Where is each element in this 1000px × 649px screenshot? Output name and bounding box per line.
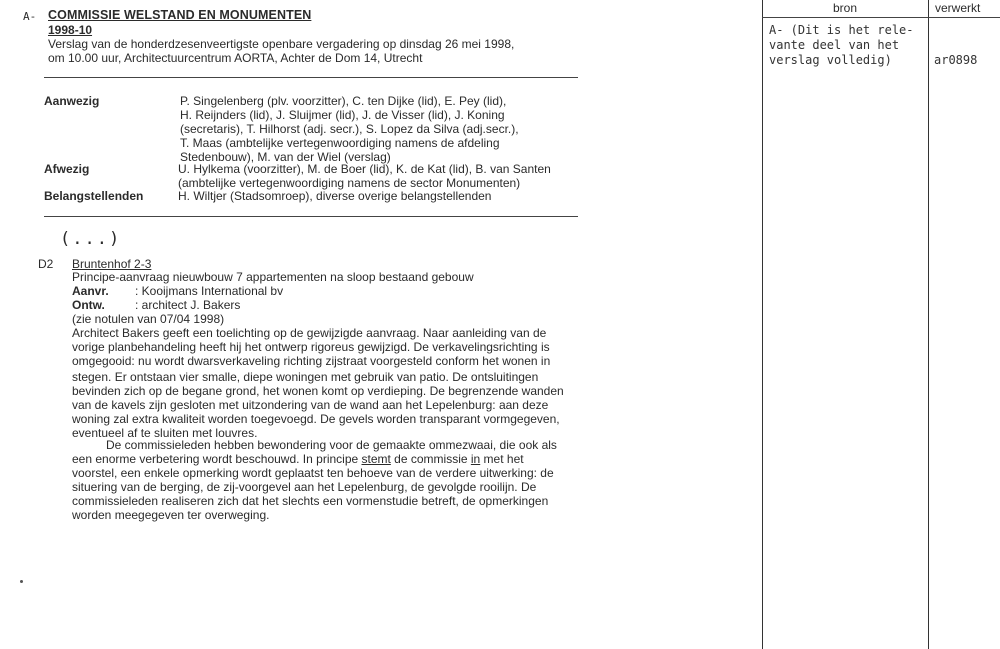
applicant-label: Aanvr. xyxy=(72,284,109,298)
absent-list xyxy=(178,162,551,190)
paragraph-text: met het xyxy=(480,452,524,466)
minutes-reference: (zie notulen van 07/04 1998) xyxy=(72,312,225,326)
column-divider-left xyxy=(762,0,763,649)
underlined-word-stemt: stemt xyxy=(361,452,391,466)
stakeholders-list: H. Wiltjer (Stadsomroep), diverse overige belangstellenden xyxy=(178,189,492,203)
paragraph-explanation xyxy=(72,326,564,440)
archive-reference: ar0898 xyxy=(934,53,978,67)
paragraph-text: de commissie xyxy=(390,452,471,466)
paragraph-line: omgegooid: nu wordt dwarsverkaveling richting zijstraat voorgesteld conform het wonen in xyxy=(72,354,551,368)
paragraph-line: eventueel af te sluiten met louvres. xyxy=(72,426,258,440)
present-line: (secretaris), T. Hilhorst (adj. secr.), S. Lopez da Silva (adj.secr.), xyxy=(180,122,519,136)
paragraph-line xyxy=(72,452,557,466)
column-divider-middle xyxy=(928,0,929,649)
scan-speck xyxy=(20,580,23,583)
underlined-word-in: in xyxy=(470,452,481,466)
present-label: Aanwezig xyxy=(44,94,100,108)
paragraph-commission-opinion xyxy=(72,438,557,522)
meeting-intro-line: om 10.00 uur, Architectuurcentrum AORTA, Achter de Dom 14, Utrecht xyxy=(48,51,423,65)
source-note-line: A- (Dit is het rele- xyxy=(769,23,914,37)
designer-label: Ontw. xyxy=(72,298,105,312)
paragraph-line: Architect Bakers geeft een toelichting op de gewijzigde aanvraag. Naar aanleiding van de xyxy=(72,326,547,340)
absent-label: Afwezig xyxy=(44,162,90,176)
paragraph-line: situering van de berging, de zij-voorgevel aan het Lepelenburg, de gevolgde rooilijn. De xyxy=(72,480,537,494)
paragraph-line: De commissieleden hebben bewondering voor de gemaakte ommezwaai, die ook als xyxy=(106,438,557,452)
column-header-rule xyxy=(762,17,1000,18)
present-line: H. Reijnders (lid), J. Sluijmer (lid), J. de Visser (lid), J. Koning xyxy=(180,108,505,122)
paragraph-line: van de kavels zijn gesloten met uitzondering van de wand aan het Lepelenburg: aan deze xyxy=(72,398,549,412)
omission-mark: (...) xyxy=(60,229,122,249)
header-divider xyxy=(44,77,578,78)
meeting-number: 1998-10 xyxy=(48,23,93,37)
absent-line: (ambtelijke vertegenwoordiging namens de sector Monumenten) xyxy=(178,176,521,190)
paragraph-line: stegen. Er ontstaan vier smalle, diepe woningen met gebruik van patio. De ontsluitingen xyxy=(72,370,539,384)
paragraph-text: een enorme verbetering wordt beschouwd. In principe xyxy=(72,452,362,466)
meeting-intro-line: Verslag van de honderdzesenveertigste openbare vergadering op dinsdag 26 mei 1998, xyxy=(48,37,515,51)
column-header-bron: bron xyxy=(832,1,858,15)
source-note xyxy=(769,23,914,68)
paragraph-line: worden meegegeven ter overweging. xyxy=(72,508,270,522)
applicant-value: : Kooijmans International bv xyxy=(135,284,284,298)
source-note-line: vante deel van het xyxy=(769,38,900,52)
present-line: T. Maas (ambtelijke vertegenwoordiging namens de afdeling xyxy=(180,136,500,150)
designer-value: : architect J. Bakers xyxy=(135,298,241,312)
present-line: P. Singelenberg (plv. voorzitter), C. ten Dijke (lid), E. Pey (lid), xyxy=(180,94,507,108)
item-title: Bruntenhof 2-3 xyxy=(72,257,152,271)
absent-line: U. Hylkema (voorzitter), M. de Boer (lid), K. de Kat (lid), B. van Santen xyxy=(178,162,551,176)
paragraph-line: commissieleden realiseren zich dat het slechts een vormenstudie betreft, de opmerkingen xyxy=(72,494,549,508)
item-subject: Principe-aanvraag nieuwbouw 7 appartementen na sloop bestaand gebouw xyxy=(72,270,474,284)
column-header-verwerkt: verwerkt xyxy=(935,1,981,15)
stakeholders-label: Belangstellenden xyxy=(44,189,144,203)
paragraph-line: vorige planbehandeling heeft hij het ontwerp rigoreus gewijzigd. De verkavelingsrichting is xyxy=(72,340,550,354)
paragraph-line: voorstel, een enkele opmerking wordt geplaatst ten behoeve van de verdere uitwerking: de xyxy=(72,466,554,480)
paragraph-line: bevinden zich op de begane grond, het wonen komt op verdieping. De begrenzende wanden xyxy=(72,384,564,398)
paragraph-line: woning zal extra kwaliteit worden toegevoegd. De gevels worden transparant vormgegeven, xyxy=(72,412,560,426)
present-list xyxy=(180,94,519,164)
section-marker: A- xyxy=(23,10,37,23)
item-code: D2 xyxy=(38,257,54,271)
source-note-line: verslag volledig) xyxy=(769,53,892,67)
document-title: COMMISSIE WELSTAND EN MONUMENTEN xyxy=(48,8,312,22)
present-line: Stedenbouw), M. van der Wiel (verslag) xyxy=(180,150,391,164)
attendance-divider xyxy=(44,216,578,217)
